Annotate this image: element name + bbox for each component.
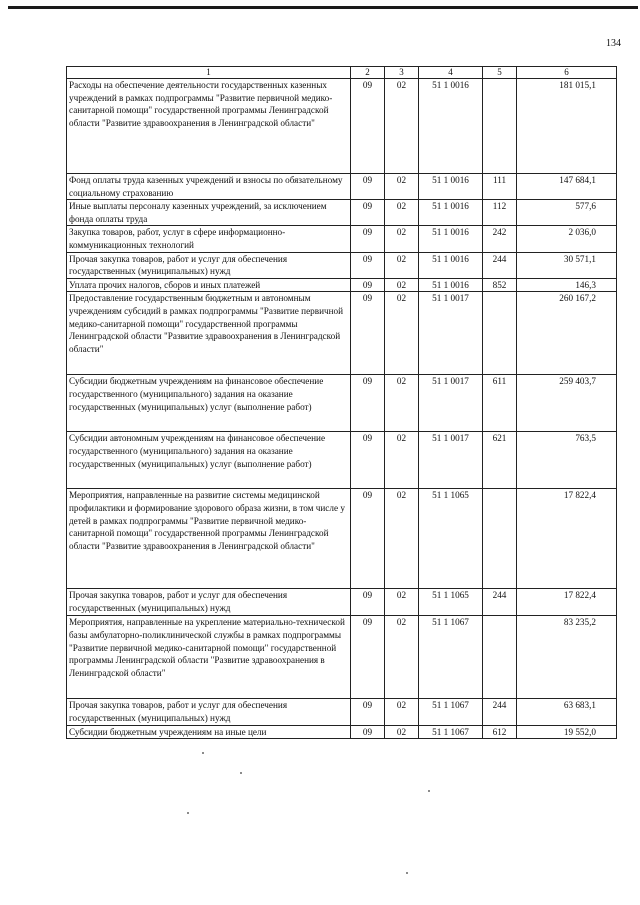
scan-speck: [428, 790, 430, 792]
row-subsection: 02: [385, 725, 419, 739]
row-section: 09: [351, 292, 385, 375]
row-name: Мероприятия, направленные на развитие системы медицинской профилактики и формирование здорового образа жизни, в том числе у детей в рамках подпрограммы "Развитие первичной медико-санитарной помощи" государственной программы Ленинградской области "Развитие здравоохранения в Ленинградской области": [67, 489, 351, 589]
row-section: 09: [351, 725, 385, 739]
row-target-code: 51 1 1067: [419, 699, 483, 725]
table-row: [67, 252, 617, 278]
scan-speck: [187, 812, 189, 814]
table-row: [67, 174, 617, 200]
row-amount: 17 822,4: [517, 489, 617, 589]
row-amount: 147 684,1: [517, 174, 617, 200]
row-expense-type: 112: [483, 200, 517, 226]
table-row: [67, 699, 617, 725]
budget-table: [66, 66, 617, 739]
row-subsection: 02: [385, 292, 419, 375]
row-name: Субсидии бюджетным учреждениям на иные цели: [67, 725, 351, 739]
row-expense-type: [483, 292, 517, 375]
table-row: [67, 226, 617, 252]
row-target-code: 51 1 0016: [419, 200, 483, 226]
table-row: [67, 589, 617, 616]
row-expense-type: [483, 616, 517, 699]
row-amount: 763,5: [517, 432, 617, 489]
row-name: Субсидии автономным учреждениям на финансовое обеспечение государственного (муниципального) задания на оказание государственных (муниципальных) услуг (выполнение работ): [67, 432, 351, 489]
header-cell: 6: [517, 67, 617, 79]
row-name: Фонд оплаты труда казенных учреждений и взносы по обязательному социальному страхованию: [67, 174, 351, 200]
row-section: 09: [351, 699, 385, 725]
row-name: Иные выплаты персоналу казенных учреждений, за исключением фонда оплаты труда: [67, 200, 351, 226]
row-subsection: 02: [385, 699, 419, 725]
row-target-code: 51 1 1067: [419, 725, 483, 739]
row-target-code: 51 1 0017: [419, 375, 483, 432]
row-amount: 19 552,0: [517, 725, 617, 739]
row-subsection: 02: [385, 226, 419, 252]
scan-speck: [202, 752, 204, 754]
row-expense-type: 621: [483, 432, 517, 489]
row-subsection: 02: [385, 252, 419, 278]
row-name: Уплата прочих налогов, сборов и иных платежей: [67, 278, 351, 292]
row-subsection: 02: [385, 489, 419, 589]
header-cell: 3: [385, 67, 419, 79]
row-amount: 63 683,1: [517, 699, 617, 725]
row-target-code: 51 1 0016: [419, 252, 483, 278]
row-expense-type: 244: [483, 699, 517, 725]
row-expense-type: [483, 489, 517, 589]
row-target-code: 51 1 0016: [419, 278, 483, 292]
row-subsection: 02: [385, 375, 419, 432]
table-row: [67, 725, 617, 739]
row-target-code: 51 1 0017: [419, 432, 483, 489]
table-row: [67, 375, 617, 432]
row-expense-type: 611: [483, 375, 517, 432]
row-section: 09: [351, 226, 385, 252]
row-name: Прочая закупка товаров, работ и услуг для обеспечения государственных (муниципальных) нужд: [67, 589, 351, 616]
row-amount: 181 015,1: [517, 79, 617, 174]
row-name: Прочая закупка товаров, работ и услуг для обеспечения государственных (муниципальных) нужд: [67, 699, 351, 725]
row-subsection: 02: [385, 79, 419, 174]
row-subsection: 02: [385, 432, 419, 489]
row-subsection: 02: [385, 616, 419, 699]
row-section: 09: [351, 375, 385, 432]
table-row: [67, 489, 617, 589]
row-subsection: 02: [385, 174, 419, 200]
row-subsection: 02: [385, 200, 419, 226]
header-cell: 1: [67, 67, 351, 79]
scan-speck: [240, 772, 242, 774]
row-section: 09: [351, 489, 385, 589]
row-target-code: 51 1 1065: [419, 489, 483, 589]
top-rule: [8, 6, 638, 9]
row-expense-type: 244: [483, 589, 517, 616]
row-section: 09: [351, 589, 385, 616]
row-expense-type: [483, 79, 517, 174]
table-row: [67, 616, 617, 699]
table-row: [67, 432, 617, 489]
row-section: 09: [351, 79, 385, 174]
row-name: Прочая закупка товаров, работ и услуг для обеспечения государственных (муниципальных) нужд: [67, 252, 351, 278]
row-amount: 146,3: [517, 278, 617, 292]
row-expense-type: 852: [483, 278, 517, 292]
row-expense-type: 242: [483, 226, 517, 252]
row-target-code: 51 1 0016: [419, 79, 483, 174]
scan-speck: [406, 872, 408, 874]
row-amount: 2 036,0: [517, 226, 617, 252]
row-subsection: 02: [385, 278, 419, 292]
table-row: [67, 200, 617, 226]
row-expense-type: 612: [483, 725, 517, 739]
row-name: Предоставление государственным бюджетным и автономным учреждениям субсидий в рамках подпрограммы "Развитие первичной медико-санитарной помощи" государственной программы Ленинградской области "Развитие здравоохранения в Ленинградской области": [67, 292, 351, 375]
row-target-code: 51 1 0017: [419, 292, 483, 375]
row-section: 09: [351, 278, 385, 292]
row-target-code: 51 1 0016: [419, 226, 483, 252]
row-section: 09: [351, 174, 385, 200]
row-name: Мероприятия, направленные на укрепление материально-технической базы амбулаторно-поликлинической службы в рамках подпрограммы "Развитие первичной медико-санитарной помощи" государственной программы Ленинградской области "Развитие здравоохранения в Ленинградской области": [67, 616, 351, 699]
row-name: Закупка товаров, работ, услуг в сфере информационно-коммуникационных технологий: [67, 226, 351, 252]
page-number: 134: [606, 38, 621, 49]
row-section: 09: [351, 432, 385, 489]
row-section: 09: [351, 200, 385, 226]
header-cell: 4: [419, 67, 483, 79]
row-amount: 260 167,2: [517, 292, 617, 375]
row-target-code: 51 1 1065: [419, 589, 483, 616]
table-row: [67, 292, 617, 375]
table-row: [67, 278, 617, 292]
row-target-code: 51 1 0016: [419, 174, 483, 200]
row-name: Расходы на обеспечение деятельности государственных казенных учреждений в рамках подпрограммы "Развитие первичной медико-санитарной помощи" государственной программы Ленинградской области "Развитие здравоохранения в Ленинградской области": [67, 79, 351, 174]
row-amount: 83 235,2: [517, 616, 617, 699]
row-section: 09: [351, 616, 385, 699]
row-expense-type: 244: [483, 252, 517, 278]
table-row: [67, 79, 617, 174]
row-subsection: 02: [385, 589, 419, 616]
row-expense-type: 111: [483, 174, 517, 200]
row-amount: 577,6: [517, 200, 617, 226]
header-cell: 2: [351, 67, 385, 79]
row-amount: 30 571,1: [517, 252, 617, 278]
row-name: Субсидии бюджетным учреждениям на финансовое обеспечение государственного (муниципального) задания на оказание государственных (муниципальных) услуг (выполнение работ): [67, 375, 351, 432]
row-target-code: 51 1 1067: [419, 616, 483, 699]
header-cell: 5: [483, 67, 517, 79]
row-amount: 259 403,7: [517, 375, 617, 432]
row-section: 09: [351, 252, 385, 278]
row-amount: 17 822,4: [517, 589, 617, 616]
header-row: [67, 67, 617, 79]
